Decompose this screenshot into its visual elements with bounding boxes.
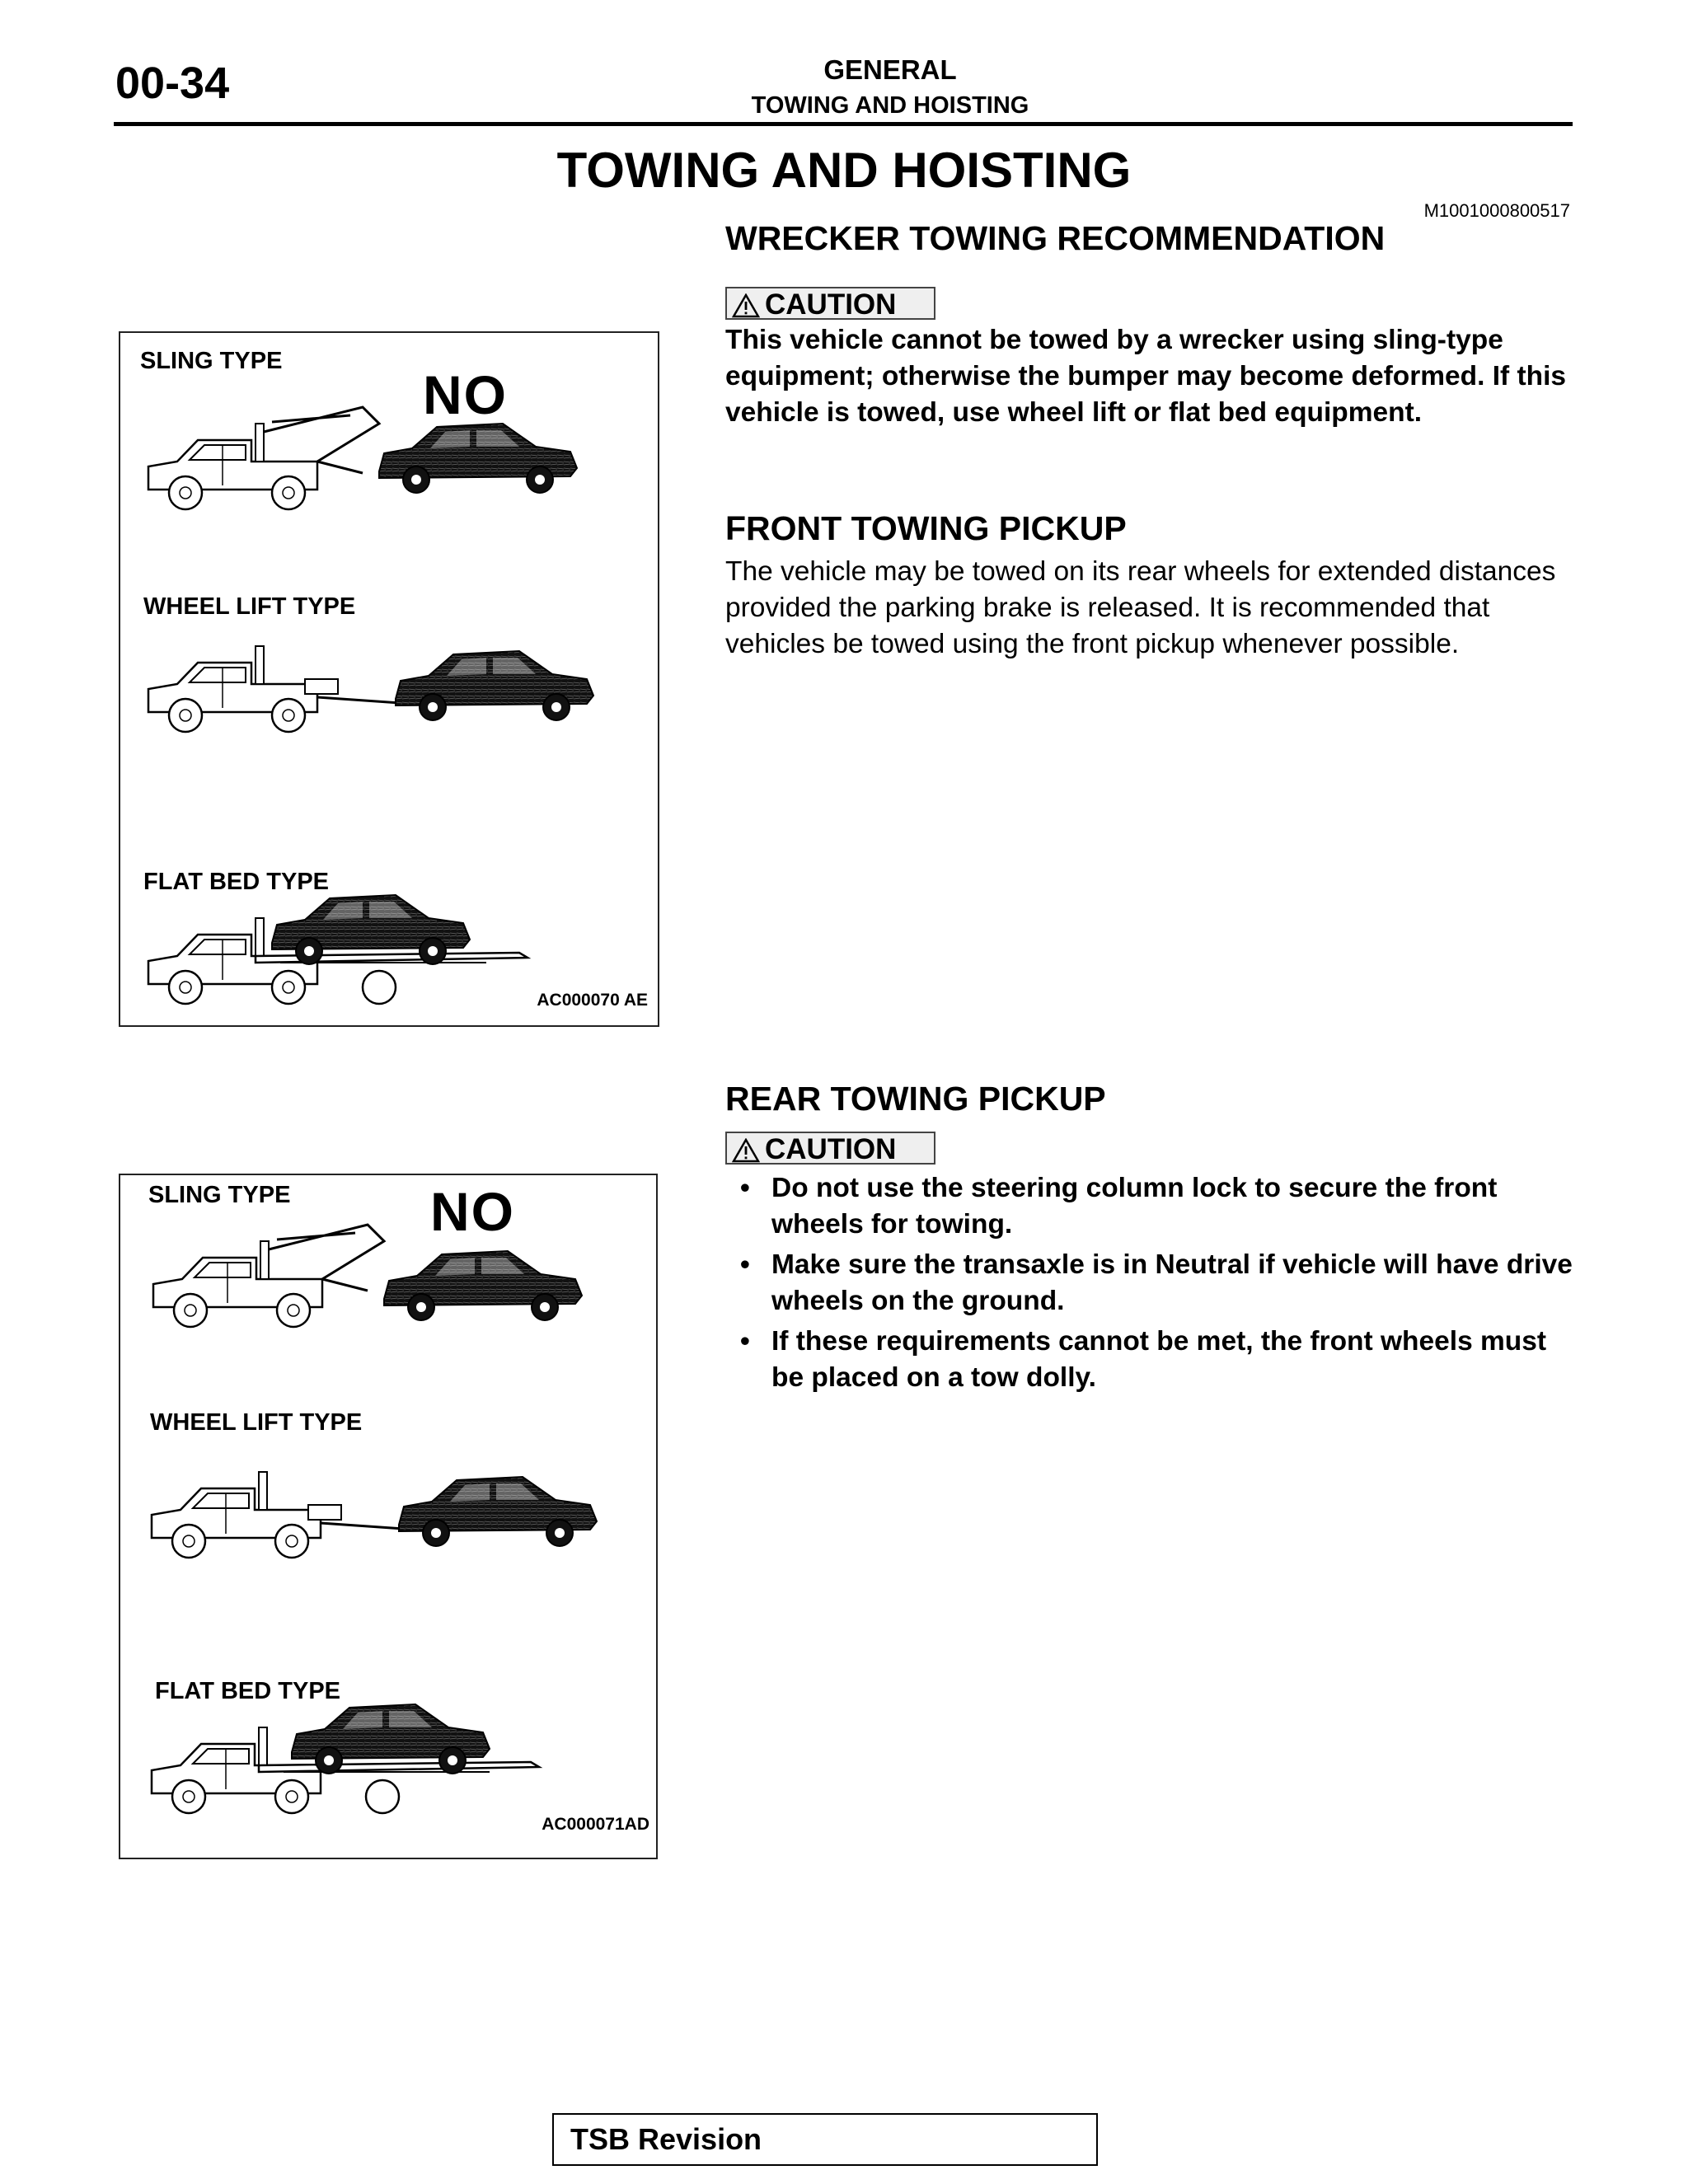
towing-figure-1 (119, 331, 659, 1027)
front-towing-text: The vehicle may be towed on its rear wheels for extended distances provided the parking brake is released. It is recommended that vehicles be towed using the front pickup whenever possible. (725, 556, 1556, 659)
caution-label: CAUTION (765, 1133, 897, 1165)
sling-type-illustration (145, 1192, 623, 1340)
towing-figure-2 (119, 1174, 658, 1859)
wheel-lift-type-illustration (143, 1439, 638, 1571)
wheel-lift-type-label: WHEEL LIFT TYPE (150, 1409, 363, 1436)
no-label: NO (430, 1181, 515, 1242)
list-item (725, 1170, 1574, 1243)
tsb-revision-label: TSB Revision (570, 2122, 762, 2156)
document-code: M1001000800517 (1423, 200, 1570, 221)
caution-box-wrecker (725, 287, 935, 320)
caution-box-rear (725, 1132, 935, 1165)
rear-towing-heading: REAR TOWING PICKUP (725, 1080, 1106, 1118)
wrecker-heading: WRECKER TOWING RECOMMENDATION (725, 219, 1386, 257)
list-item (725, 1324, 1574, 1396)
sling-type-illustration (140, 382, 602, 523)
wheel-lift-type-illustration (140, 621, 635, 745)
section-title: GENERAL (823, 54, 957, 85)
wheel-lift-type-label: WHEEL LIFT TYPE (143, 593, 356, 620)
caution-label: CAUTION (765, 288, 897, 321)
bullet-icon: • (740, 1173, 750, 1203)
list-item (725, 1247, 1574, 1319)
list-item-text: Do not use the steering column lock to secure the front wheels for towing. (771, 1173, 1498, 1240)
rear-caution-list (725, 1170, 1574, 1400)
bullet-icon: • (740, 1249, 750, 1280)
no-label: NO (423, 364, 508, 425)
sling-type-label: SLING TYPE (140, 348, 283, 374)
list-item-text: If these requirements cannot be met, the front wheels must be placed on a tow dolly. (771, 1326, 1547, 1393)
wrecker-caution-text: This vehicle cannot be towed by a wrecker using sling-type equipment; otherwise the bumper may become deformed. If this vehicle is towed, use wheel lift or flat bed equipment. (725, 325, 1567, 428)
figure-id: AC000070 AE (537, 991, 648, 1010)
warning-icon (732, 1138, 760, 1163)
header-rule (114, 122, 1573, 126)
flat-bed-type-label: FLAT BED TYPE (143, 869, 330, 895)
tsb-revision-box (552, 2113, 1098, 2166)
warning-icon (732, 293, 760, 318)
figure-id: AC000071AD (542, 1815, 649, 1834)
subsection-title: TOWING AND HOISTING (751, 92, 1029, 119)
page-number: 00-34 (115, 59, 230, 108)
flat-bed-type-illustration (140, 877, 635, 1009)
flat-bed-type-label: FLAT BED TYPE (155, 1678, 341, 1704)
page-title: TOWING AND HOISTING (556, 143, 1132, 198)
sling-type-label: SLING TYPE (148, 1182, 291, 1208)
flat-bed-type-illustration (143, 1694, 638, 1818)
list-item-text: Make sure the transaxle is in Neutral if vehicle will have drive wheels on the ground. (771, 1249, 1573, 1316)
front-towing-heading: FRONT TOWING PICKUP (725, 509, 1127, 547)
bullet-icon: • (740, 1326, 750, 1357)
